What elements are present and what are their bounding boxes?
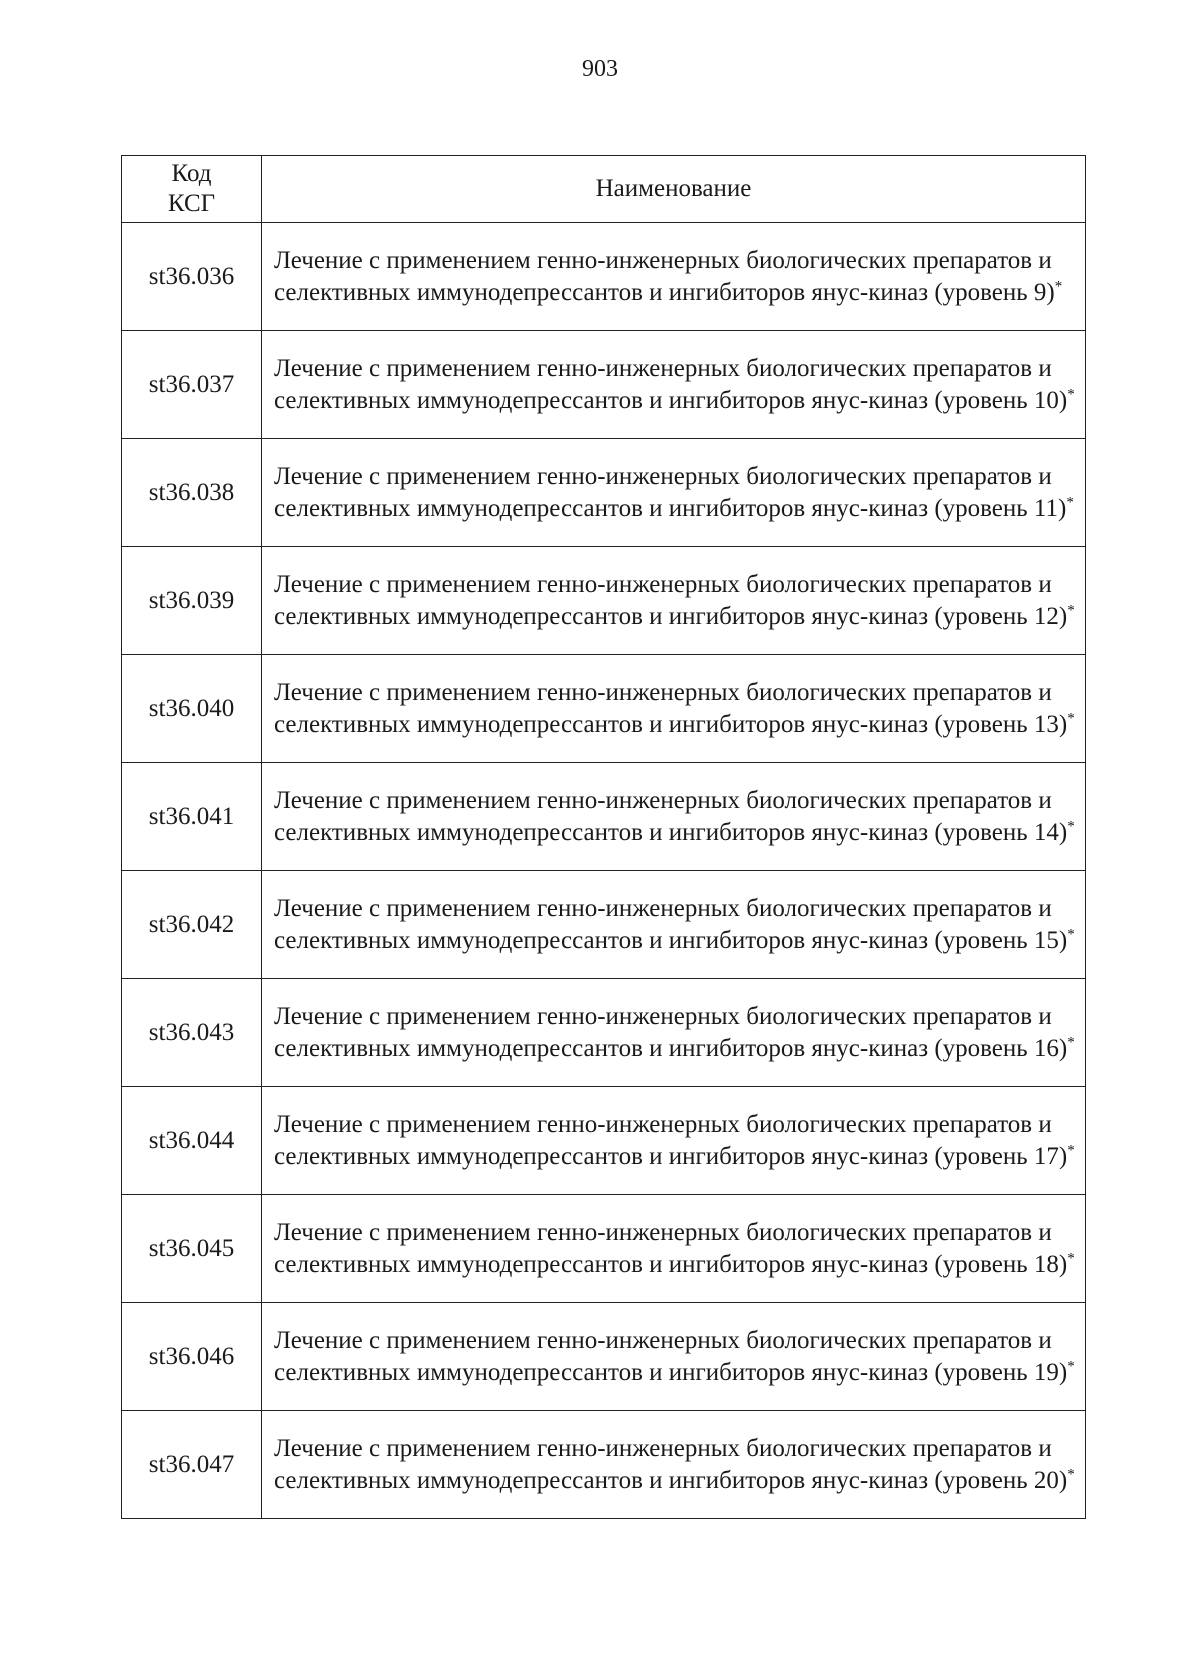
footnote-mark: *: [1067, 1142, 1075, 1159]
ksg-name-text: Лечение с применением генно-инженерных биологических препаратов и селективных иммунодепрессантов и ингибиторов янус-киназ (уровень 18): [274, 1218, 1068, 1278]
ksg-name-text: Лечение с применением генно-инженерных биологических препаратов и селективных иммунодепрессантов и ингибиторов янус-киназ (уровень 19): [274, 1326, 1068, 1386]
table-row: [122, 547, 1086, 655]
ksg-name-cell: [262, 1087, 1086, 1195]
ksg-code-cell: st36.036: [122, 223, 262, 331]
footnote-mark: *: [1067, 602, 1075, 619]
footnote-mark: *: [1067, 1034, 1075, 1051]
ksg-name-cell: [262, 439, 1086, 547]
footnote-mark: *: [1067, 1250, 1075, 1267]
ksg-name-text: Лечение с применением генно-инженерных биологических препаратов и селективных иммунодепрессантов и ингибиторов янус-киназ (уровень 15): [274, 894, 1068, 954]
ksg-code-cell: st36.042: [122, 871, 262, 979]
header-code-line1: Код: [171, 160, 212, 187]
ksg-code-cell: st36.047: [122, 1411, 262, 1519]
footnote-mark: *: [1067, 818, 1075, 835]
ksg-name-text: Лечение с применением генно-инженерных биологических препаратов и селективных иммунодепрессантов и ингибиторов янус-киназ (уровень 16): [274, 1002, 1068, 1062]
page-number: 903: [582, 56, 618, 82]
ksg-name-text: Лечение с применением генно-инженерных биологических препаратов и селективных иммунодепрессантов и ингибиторов янус-киназ (уровень 10): [274, 354, 1068, 414]
ksg-table: [121, 155, 1086, 1519]
ksg-name-cell: [262, 871, 1086, 979]
table-row: [122, 763, 1086, 871]
table-row: [122, 1303, 1086, 1411]
ksg-name-text: Лечение с применением генно-инженерных биологических препаратов и селективных иммунодепрессантов и ингибиторов янус-киназ (уровень 11): [274, 462, 1067, 522]
table-row: [122, 979, 1086, 1087]
header-code-line2: КСГ: [167, 190, 216, 217]
header-code: [122, 156, 262, 223]
ksg-name-text: Лечение с применением генно-инженерных биологических препаратов и селективных иммунодепрессантов и ингибиторов янус-киназ (уровень 13): [274, 678, 1068, 738]
ksg-name-cell: [262, 979, 1086, 1087]
ksg-name-cell: [262, 547, 1086, 655]
footnote-mark: *: [1067, 386, 1075, 403]
ksg-name-text: Лечение с применением генно-инженерных биологических препаратов и селективных иммунодепрессантов и ингибиторов янус-киназ (уровень 17): [274, 1110, 1068, 1170]
ksg-name-cell: [262, 1303, 1086, 1411]
footnote-mark: *: [1067, 926, 1075, 943]
table-row: [122, 655, 1086, 763]
footnote-mark: *: [1067, 710, 1075, 727]
ksg-name-cell: [262, 655, 1086, 763]
footnote-mark: *: [1067, 1358, 1075, 1375]
table-row: [122, 223, 1086, 331]
header-name: Наименование: [262, 156, 1086, 223]
table-row: [122, 1195, 1086, 1303]
ksg-name-cell: [262, 763, 1086, 871]
table-row: [122, 439, 1086, 547]
table-header-row: [122, 156, 1086, 223]
ksg-code-cell: st36.043: [122, 979, 262, 1087]
ksg-code-cell: st36.046: [122, 1303, 262, 1411]
ksg-name-text: Лечение с применением генно-инженерных биологических препаратов и селективных иммунодепрессантов и ингибиторов янус-киназ (уровень 20): [274, 1434, 1068, 1494]
ksg-name-text: Лечение с применением генно-инженерных биологических препаратов и селективных иммунодепрессантов и ингибиторов янус-киназ (уровень 9): [274, 246, 1055, 306]
footnote-mark: *: [1067, 1466, 1075, 1483]
ksg-code-cell: st36.040: [122, 655, 262, 763]
ksg-name-cell: [262, 1195, 1086, 1303]
ksg-name-text: Лечение с применением генно-инженерных биологических препаратов и селективных иммунодепрессантов и ингибиторов янус-киназ (уровень 12): [274, 570, 1068, 630]
table-body: [122, 223, 1086, 1519]
ksg-name-text: Лечение с применением генно-инженерных биологических препаратов и селективных иммунодепрессантов и ингибиторов янус-киназ (уровень 14): [274, 786, 1068, 846]
ksg-name-cell: [262, 1411, 1086, 1519]
ksg-code-cell: st36.041: [122, 763, 262, 871]
ksg-code-cell: st36.038: [122, 439, 262, 547]
ksg-code-cell: st36.039: [122, 547, 262, 655]
ksg-code-cell: st36.045: [122, 1195, 262, 1303]
table-row: [122, 871, 1086, 979]
table-row: [122, 1087, 1086, 1195]
ksg-code-cell: st36.044: [122, 1087, 262, 1195]
ksg-name-cell: [262, 331, 1086, 439]
footnote-mark: *: [1066, 494, 1074, 511]
ksg-code-cell: st36.037: [122, 331, 262, 439]
ksg-name-cell: [262, 223, 1086, 331]
table-row: [122, 1411, 1086, 1519]
footnote-mark: *: [1054, 278, 1063, 295]
table-row: [122, 331, 1086, 439]
